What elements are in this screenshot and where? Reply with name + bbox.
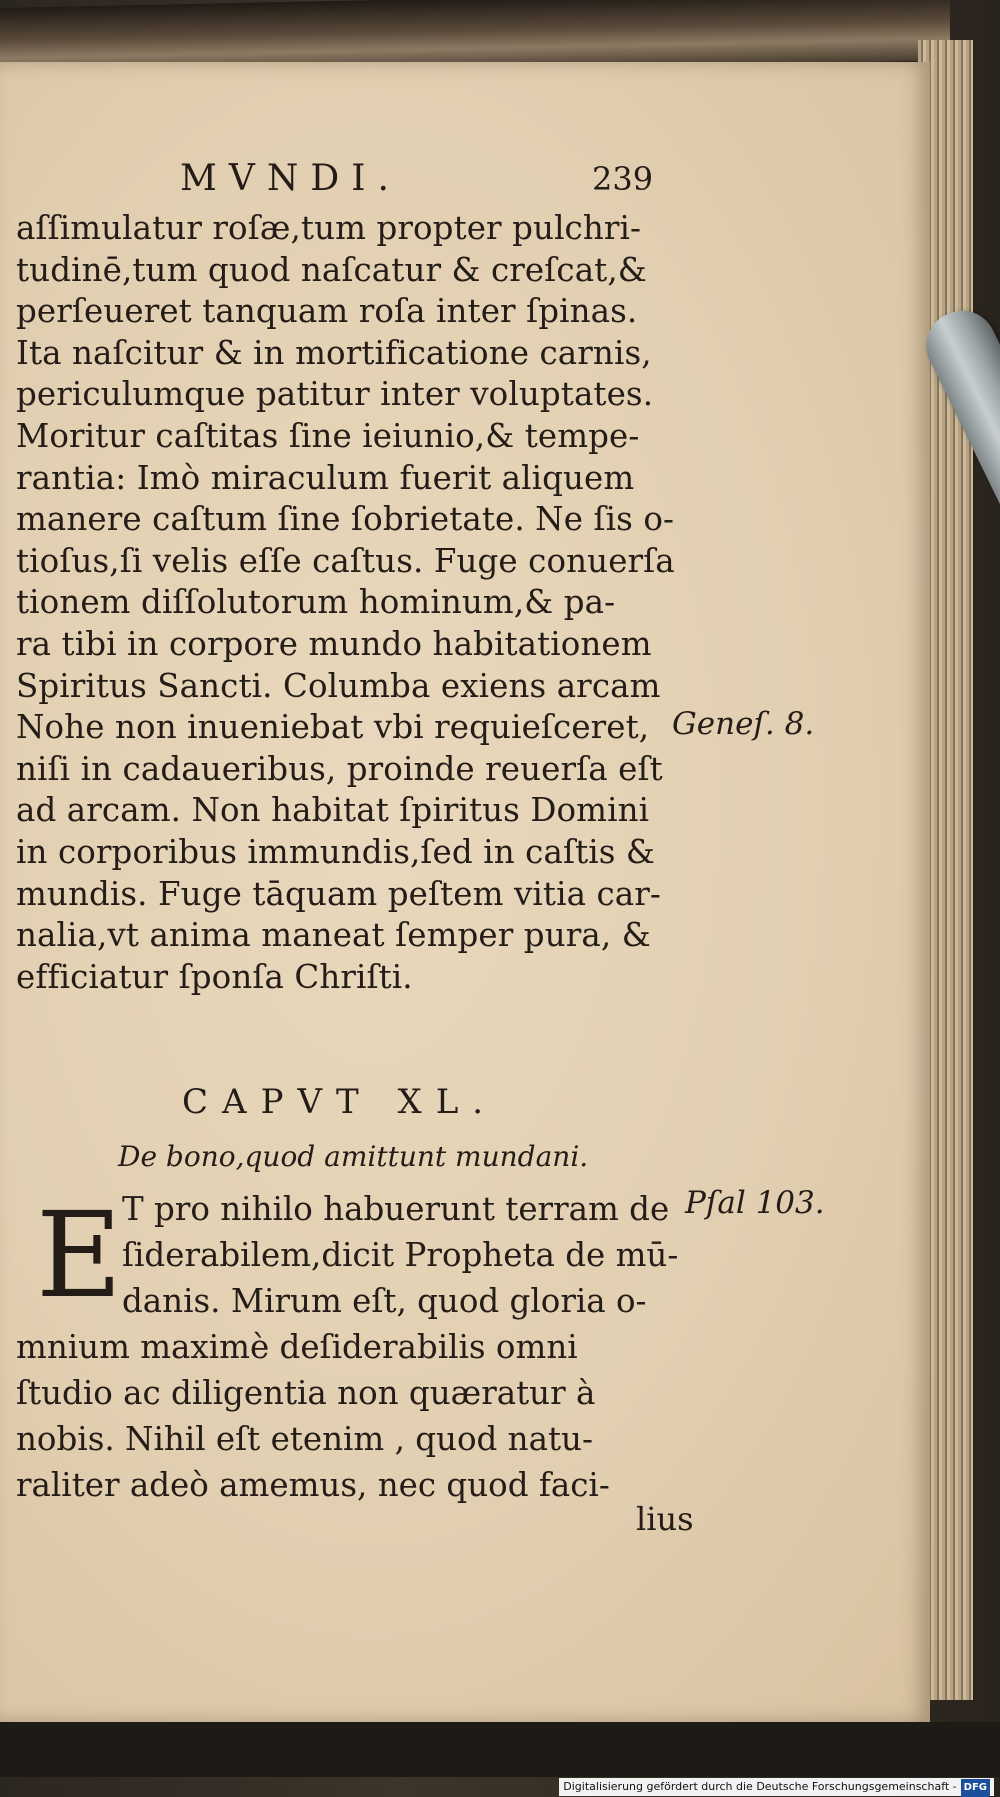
text-line: efficiatur ſponſa Chriſti.	[16, 957, 413, 996]
text-line: tudinē,tum quod naſcatur & creſcat,&	[16, 250, 647, 289]
catchword: lius	[636, 1500, 694, 1538]
text-line: ſtudio ac diligentia non quæratur à	[16, 1374, 596, 1412]
text-line: tionem diſſolutorum hominum,& pa-	[16, 583, 616, 622]
text-line: danis. Mirum eſt, quod gloria o-	[122, 1282, 647, 1320]
running-head	[0, 158, 930, 208]
text-line: periculumque patitur inter voluptates.	[16, 375, 654, 414]
text-line: tioſus,ſi velis eſſe caſtus. Fuge conuerſa	[16, 541, 675, 580]
text-line: ra tibi in corpore mundo habitationem	[16, 624, 652, 663]
text-line: Spiritus Sancti. Columba exiens arcam	[16, 666, 661, 705]
text-line: raliter adeò amemus, nec quod faci-	[16, 1466, 610, 1504]
text-line: perſeueret tanquam roſa inter ſpinas.	[16, 292, 638, 331]
text-line: manere caſtum ſine ſobrietate. Ne ſis o-	[16, 500, 675, 539]
digitization-credit	[559, 1778, 994, 1796]
dfg-logo: DFG	[961, 1779, 990, 1797]
text-line: niſi in cadaueribus, proinde reuerſa eſt	[16, 749, 663, 788]
text-line: rantia: Imò miraculum fuerit aliquem	[16, 458, 635, 497]
text-line: T pro nihilo habuerunt terram de	[122, 1190, 670, 1228]
text-line: mundis. Fuge tāquam peſtem vitia car-	[16, 874, 661, 913]
text-line: ad arcam. Non habitat ſpiritus Domini	[16, 791, 650, 830]
chapter-title: CAPVT XL.	[182, 1082, 498, 1122]
text-line: in corporibus immundis,ſed in caſtis &	[16, 832, 655, 871]
text-line: ſiderabilem,dicit Propheta de mū-	[122, 1236, 679, 1274]
body-text	[16, 208, 686, 998]
page-number: 239	[592, 160, 654, 198]
text-line: mnium maximè deſiderabilis omni	[16, 1328, 578, 1366]
text-line: nobis. Nihil eſt etenim , quod natu-	[16, 1420, 593, 1458]
chapter-subtitle: De bono,quod amittunt mundani.	[118, 1140, 589, 1173]
bottom-strip	[0, 1722, 1000, 1777]
text-line: Nohe non inueniebat vbi requieſceret,	[16, 708, 650, 747]
margin-note-psalm: Pſal 103.	[685, 1185, 825, 1221]
chapter-body-text	[16, 1186, 696, 1508]
margin-note-genesis: Geneſ. 8.	[672, 706, 815, 742]
text-line: aſſimulatur roſæ,tum propter pulchri-	[16, 209, 642, 247]
drop-cap-initial: E	[36, 1186, 123, 1324]
text-line: nalia,vt anima maneat ſemper pura, &	[16, 916, 651, 955]
text-line: Ita naſcitur & in mortificatione carnis,	[16, 333, 652, 372]
text-line: Moritur caſtitas ſine ieiunio,& tempe-	[16, 416, 640, 455]
page-heading: MVNDI.	[180, 158, 401, 199]
credit-text: Digitalisierung gefördert durch die Deutsche Forschungsgemeinschaft -	[563, 1780, 957, 1793]
